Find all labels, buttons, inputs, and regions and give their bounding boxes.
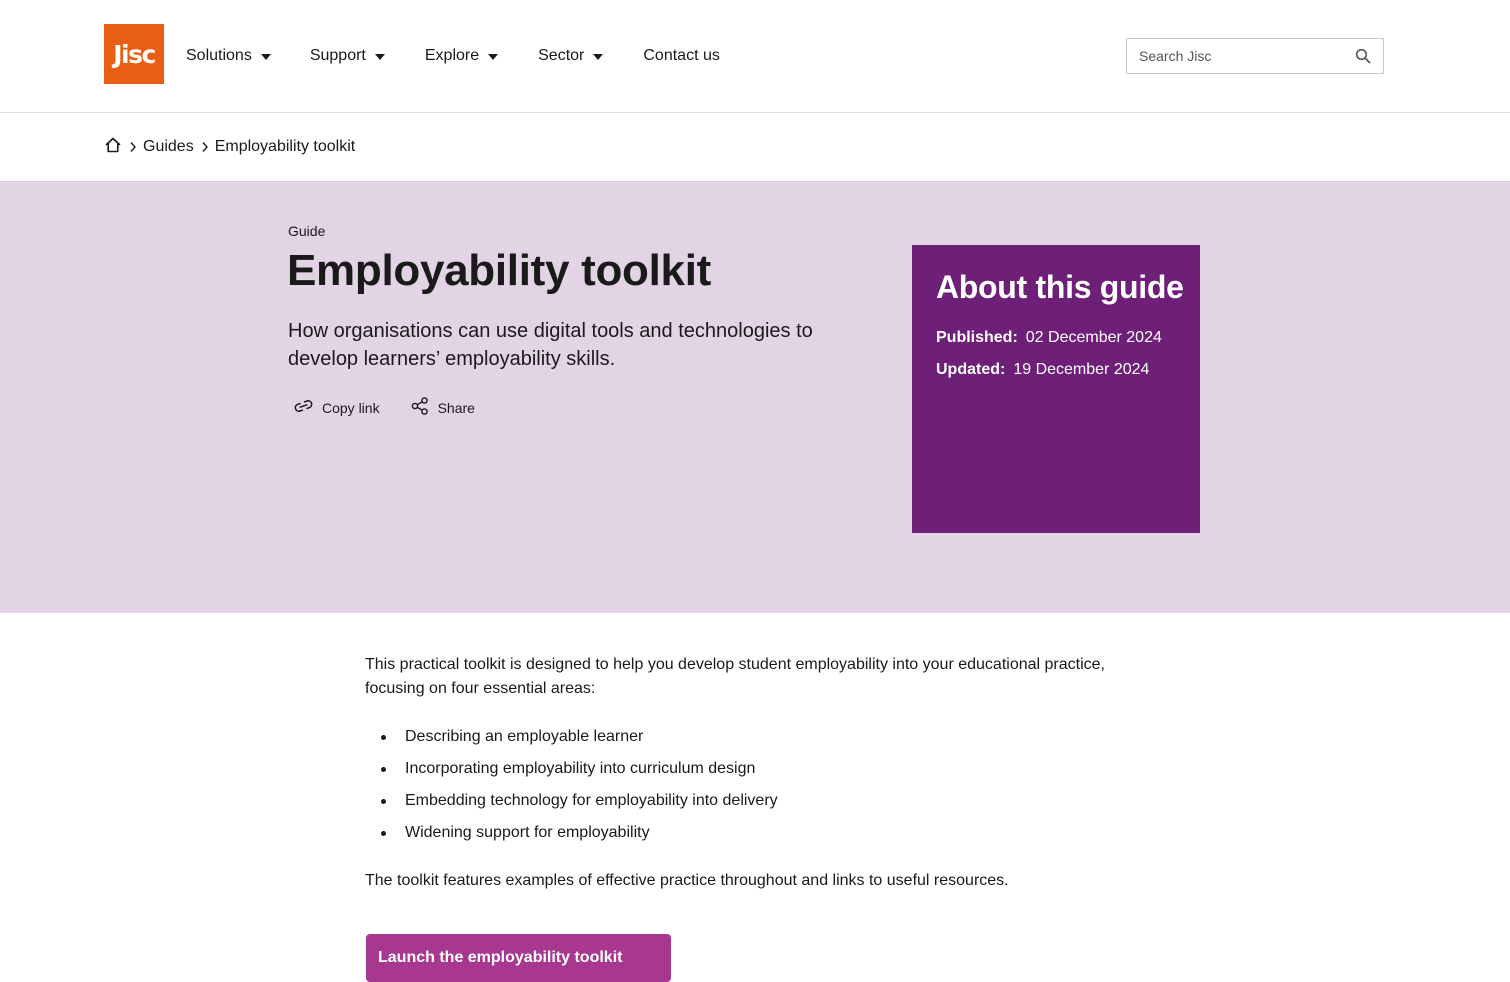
- breadcrumb-guides[interactable]: Guides: [143, 138, 194, 155]
- nav-sector-label: Sector: [538, 47, 585, 64]
- about-title: About this guide: [936, 269, 1184, 305]
- home-icon[interactable]: [104, 136, 122, 159]
- jisc-logo[interactable]: Jisc: [104, 24, 164, 84]
- caret-down-icon: [593, 54, 603, 60]
- updated-row: [936, 361, 1176, 379]
- nav-support-label: Support: [309, 47, 366, 64]
- search-icon[interactable]: [1355, 48, 1371, 64]
- nav-sector[interactable]: [538, 47, 603, 65]
- copy-link-button[interactable]: [293, 399, 380, 416]
- page-summary: How organisations can use digital tools and technologies to develop learners’ employability skills.: [288, 320, 813, 370]
- list-item: Embedding technology for employability into delivery: [365, 789, 1125, 813]
- share-button[interactable]: [410, 396, 475, 419]
- copy-link-label: Copy link: [322, 399, 380, 416]
- nav-solutions-label: Solutions: [186, 47, 252, 64]
- list-item: Incorporating employability into curriculum design: [365, 757, 1125, 781]
- published-label: Published:: [936, 329, 1018, 346]
- intro-paragraph: This practical toolkit is designed to help you develop student employability into your educational practice, focusing on four essential areas:: [365, 656, 1105, 697]
- search-box: [1126, 38, 1384, 74]
- caret-down-icon: [261, 54, 271, 60]
- caret-down-icon: [375, 54, 385, 60]
- chevron-right-icon: [129, 141, 137, 153]
- nav-support[interactable]: [310, 47, 385, 65]
- list-item: Describing an employable learner: [365, 725, 1125, 749]
- main-content: [365, 653, 1125, 893]
- published-row: [936, 329, 1176, 347]
- page-title: Employability toolkit: [287, 246, 711, 295]
- chevron-right-icon: [201, 141, 209, 153]
- list-item: Widening support for employability: [365, 821, 1125, 845]
- caret-down-icon: [488, 54, 498, 60]
- nav-explore-label: Explore: [424, 47, 480, 64]
- nav-contact-us-label: Contact us: [643, 47, 720, 64]
- focus-areas-list: [365, 725, 1125, 845]
- share-icon: [410, 396, 438, 419]
- nav-contact-us[interactable]: [643, 47, 719, 65]
- search-input[interactable]: [1127, 39, 1347, 73]
- share-label: Share: [437, 399, 475, 416]
- site-header: [0, 0, 1510, 113]
- nav-solutions[interactable]: [186, 47, 271, 65]
- content-type-label: Guide: [288, 223, 326, 239]
- outro-paragraph: The toolkit features examples of effective practice throughout and links to useful resources.: [365, 872, 1009, 889]
- updated-date: 19 December 2024: [1013, 361, 1150, 378]
- updated-label: Updated:: [936, 361, 1006, 378]
- hero-banner: [0, 181, 1510, 613]
- about-this-guide-card: [912, 245, 1200, 533]
- published-date: 02 December 2024: [1025, 329, 1162, 346]
- breadcrumb-current: Employability toolkit: [214, 138, 356, 155]
- main-nav: [186, 44, 720, 68]
- link-icon: [293, 399, 322, 416]
- breadcrumb: [104, 135, 355, 159]
- nav-explore[interactable]: [425, 47, 498, 65]
- page-actions: [293, 396, 475, 419]
- launch-toolkit-button[interactable]: [366, 934, 671, 982]
- launch-toolkit-label: Launch the employability toolkit: [378, 949, 623, 966]
